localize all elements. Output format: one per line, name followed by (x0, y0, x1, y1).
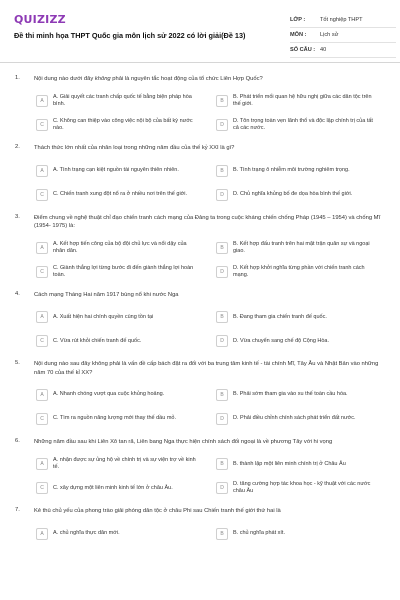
option-letter-box: A (36, 95, 48, 107)
meta-info (290, 13, 396, 58)
option-letter-box: D (216, 189, 228, 201)
answer-option[interactable] (214, 92, 380, 110)
meta-label: SỐ CÂU : (290, 47, 316, 53)
option-letter-box: B (216, 528, 228, 540)
option-letter-box: C (36, 413, 48, 425)
option-letter-box: A (36, 389, 48, 401)
answer-option[interactable] (34, 332, 200, 350)
answer-option[interactable] (214, 479, 380, 497)
option-letter-box: B (216, 311, 228, 323)
question-number: 2. (15, 144, 20, 151)
option-text: B. thành lập một liên minh chính trị ở Châu Âu (233, 460, 346, 467)
option-text: A. Tình trạng cạn kiệt nguồn tài nguyên thiên nhiên. (53, 166, 179, 173)
answer-option[interactable] (34, 455, 200, 473)
answer-options (34, 308, 380, 350)
option-text: B. Tình trạng ô nhiễm môi trường nghiêm trọng. (233, 166, 350, 173)
option-letter-box: D (216, 335, 228, 347)
question-text-part: Cách mạng Tháng Hai năm 1917 bùng nổ khi nước Nga (34, 292, 179, 299)
option-letter-box: A (36, 311, 48, 323)
answer-option[interactable] (34, 186, 200, 204)
answer-option[interactable] (34, 116, 200, 134)
question-item (0, 291, 400, 350)
option-text: B. Đang tham gia chiến tranh đế quốc. (233, 313, 327, 320)
question-text (34, 214, 384, 231)
option-letter-box: C (36, 119, 48, 131)
option-letter-box: B (216, 165, 228, 177)
option-letter-box: B (216, 389, 228, 401)
answer-option[interactable] (214, 386, 380, 404)
quizizz-logo: QUIZIZZ (14, 13, 66, 26)
answer-option[interactable] (214, 308, 380, 326)
option-letter-box: A (36, 528, 48, 540)
question-item (0, 214, 400, 282)
option-text: C. Chiến tranh xung đột nổ ra ở nhiều nơi trên thế giới. (53, 190, 188, 197)
question-text-part: Thách thức lớn nhất của nhân loại trong những năm đầu của thế kỷ XXI là gì? (34, 145, 235, 152)
option-letter-box: C (36, 266, 48, 278)
answer-option[interactable] (214, 162, 380, 180)
option-letter-box: C (36, 335, 48, 347)
option-letter-box: C (36, 482, 48, 494)
option-letter-box: D (216, 482, 228, 494)
option-text: A. Giải quyết các tranh chấp quốc tế bằng biện pháp hòa bình. (53, 93, 192, 108)
question-text-part: Nội dung nào sau đây không phải là vấn đề cấp bách đặt ra đối với ba trung tâm kinh tế - tài chính Mĩ, Tây Âu và Nhật Bản vào những năm 70 của thế kỉ XX? (34, 361, 379, 376)
option-letter-box: A (36, 458, 48, 470)
worksheet-header (0, 0, 400, 62)
question-text (34, 75, 384, 83)
option-text: A. nhận được sự ủng hộ về chính trị và sự viện trợ về kinh tế. (53, 456, 196, 471)
question-text (34, 507, 384, 515)
page-title: Đề thi minh họa THPT Quốc gia môn lịch sử 2022 có lời giải(Đề 13) (14, 31, 246, 40)
answer-option[interactable] (34, 479, 200, 497)
option-text: A. Xuất hiện hai chính quyền cùng tồn tại (53, 313, 154, 320)
option-letter-box: A (36, 242, 48, 254)
meta-label: MÔN : (290, 32, 307, 38)
option-letter-box: B (216, 242, 228, 254)
question-number: 1. (15, 75, 20, 81)
answer-option[interactable] (34, 525, 200, 543)
header-divider (0, 62, 400, 63)
option-text: D. Kết hợp khởi nghĩa từng phần với chiến tranh cách mạng. (233, 264, 365, 279)
option-text: C. Giành thắng lợi từng bước đi đến giành thắng lợi hoàn toàn. (53, 264, 194, 279)
question-item (0, 75, 400, 134)
question-number: 4. (15, 291, 20, 298)
option-letter-box: B (216, 458, 228, 470)
meta-row-class (290, 13, 396, 28)
answer-option[interactable] (34, 386, 200, 404)
option-text: B. Kết hợp đấu tranh trên hai mặt trận quân sự và ngoại giao. (233, 240, 370, 255)
option-text: C. Vừa rút khỏi chiến tranh đế quốc. (53, 337, 142, 344)
answer-options (34, 525, 380, 543)
answer-option[interactable] (34, 263, 200, 281)
answer-option[interactable] (34, 410, 200, 428)
meta-value: 40 (320, 47, 327, 53)
answer-option[interactable] (34, 239, 200, 257)
answer-options (34, 386, 380, 428)
question-text (34, 144, 384, 152)
meta-value: Lịch sử (320, 32, 339, 38)
question-item (0, 507, 400, 542)
question-item (0, 144, 400, 203)
option-text: D. Vừa chuyển sang chế độ Cộng Hòa. (233, 337, 330, 344)
answer-option[interactable] (214, 455, 380, 473)
answer-option[interactable] (214, 186, 380, 204)
option-text: A. Kết hợp tiến công của bộ đội chủ lực và nổi dậy của nhân dân. (53, 240, 187, 255)
option-text: C. xây dựng một liên minh kinh tế lớn ở châu Âu. (53, 484, 173, 491)
answer-option[interactable] (214, 525, 380, 543)
option-text: B. chủ nghĩa phát xít. (233, 529, 285, 536)
option-text: A. Nhanh chóng vượt qua cuộc khủng hoảng. (53, 391, 165, 398)
meta-value: Tốt nghiệp THPT (320, 17, 363, 23)
option-letter-box: D (216, 413, 228, 425)
question-text (34, 438, 384, 446)
option-letter-box: C (36, 189, 48, 201)
answer-options (34, 92, 380, 134)
option-text: C. Không can thiệp vào công việc nội bộ của bất kỳ nước nào. (53, 117, 193, 132)
answer-option[interactable] (214, 263, 380, 281)
question-text-part: Kẻ thù chủ yếu của phong trào giải phóng dân tộc ở châu Phi sau Chiến tranh thế giới thứ hai là (34, 508, 281, 515)
option-text: C. Tìm ra nguồn năng lượng mới thay thế dầu mỏ. (53, 415, 176, 422)
question-text-part: Những năm đầu sau khi Liên Xô tan rã, Liên bang Nga thực hiện chính sách đối ngoại là về phương Tây với hi vọng (34, 439, 333, 446)
option-text: D. Tôn trọng toàn vẹn lãnh thổ và độc lập chính trị của tất cả các nước. (233, 117, 373, 132)
question-text-part: Điểm chung về nghệ thuật chỉ đạo chiến tranh cách mạng của Đảng ta trong cuộc kháng chiến chống Pháp (1945 – 1954) và chống Mĩ (1954- 1975) là: (34, 214, 381, 229)
answer-option[interactable] (34, 92, 200, 110)
question-number: 7. (15, 507, 20, 514)
answer-option[interactable] (214, 239, 380, 257)
option-letter-box: B (216, 95, 228, 107)
question-list (0, 75, 400, 553)
option-text: D. Phải điều chỉnh chính sách phát triển đất nước. (233, 415, 356, 422)
question-item (0, 360, 400, 428)
option-letter-box: D (216, 119, 228, 131)
question-text (34, 291, 384, 299)
answer-options (34, 455, 380, 497)
question-text-emphasis: không (94, 76, 111, 82)
option-letter-box: D (216, 266, 228, 278)
answer-option[interactable] (214, 332, 380, 350)
question-text (34, 360, 384, 377)
question-item (0, 438, 400, 497)
question-number: 5. (15, 360, 20, 367)
option-letter-box: A (36, 165, 48, 177)
meta-row-subject (290, 28, 396, 43)
option-text: B. Phát triển mối quan hệ hữu nghị giữa các dân tộc trên thế giới. (233, 93, 372, 108)
question-text-part: phải là nguyên tắc hoạt động của tổ chức Liên Hợp Quốc? (110, 76, 263, 82)
option-text: D. Chủ nghĩa khủng bố đe dọa hòa bình thế giới. (233, 190, 353, 197)
option-text: B. Phải sớm tham gia vào xu thế toàn cầu hóa. (233, 391, 348, 398)
answer-option[interactable] (214, 116, 380, 134)
meta-row-count (290, 43, 396, 58)
answer-options (34, 162, 380, 204)
option-text: A. chủ nghĩa thực dân mới. (53, 529, 120, 536)
question-number: 6. (15, 438, 20, 445)
answer-options (34, 239, 380, 281)
question-number: 3. (15, 213, 20, 220)
meta-label: LỚP : (290, 17, 306, 23)
answer-option[interactable] (214, 410, 380, 428)
question-text-part: Nội dung nào dưới đây (34, 76, 95, 82)
answer-option[interactable] (34, 162, 200, 180)
option-text: D. tăng cường hợp tác khoa học - kỹ thuật với các nước châu Âu (233, 480, 371, 495)
answer-option[interactable] (34, 308, 200, 326)
